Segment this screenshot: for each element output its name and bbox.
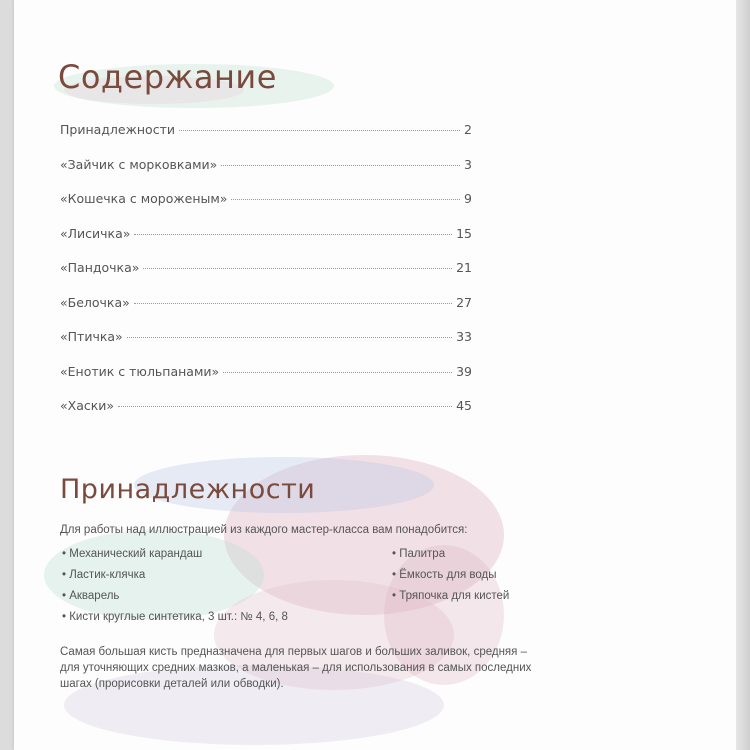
toc-entry-title: Принадлежности xyxy=(60,122,175,137)
supplies-intro: Для работы над иллюстрацией из каждого мастер-класса вам понадобится: xyxy=(60,524,468,536)
toc-entry-title: «Белочка» xyxy=(60,294,130,310)
toc-entry-page: 21 xyxy=(456,260,472,275)
supply-item: • Кисти круглые синтетика, 3 шт.: № 4, 6, 8 xyxy=(62,611,288,632)
leader-dots xyxy=(179,130,460,131)
leader-dots xyxy=(223,372,452,373)
toc-entry-title: «Хаски» xyxy=(60,398,115,413)
supply-item: • Ёмкость для воды xyxy=(392,569,509,590)
toc-title: Содержание xyxy=(58,58,277,96)
toc-entry[interactable] xyxy=(60,329,472,364)
supplies-list-left xyxy=(62,548,288,632)
toc-entry[interactable] xyxy=(60,295,472,330)
toc-entry-title: «Птичка» xyxy=(60,329,123,344)
toc-entry-page: 33 xyxy=(456,329,472,344)
supplies-title: Принадлежности xyxy=(60,474,316,505)
supply-item: • Палитра xyxy=(392,548,509,569)
supply-item: • Механический карандаш xyxy=(62,548,288,569)
toc-entry-title: «Лисичка» xyxy=(60,225,131,241)
brush-usage-paragraph: Самая большая кисть предназначена для первых шагов и больших заливок, средняя – для уточняющих средних мазков, а маленькая – для использования в самых последних шагах (прорисовки деталей или обводки). xyxy=(60,646,532,690)
leader-dots xyxy=(231,199,460,200)
toc-entry-page: 2 xyxy=(464,122,472,137)
toc-entry-page: 15 xyxy=(456,225,472,241)
toc-entry[interactable] xyxy=(60,364,472,399)
toc-list xyxy=(60,122,472,433)
toc-entry[interactable] xyxy=(60,157,472,192)
page-edge xyxy=(736,0,750,750)
toc-entry-title: «Зайчик с морковками» xyxy=(60,156,218,172)
toc-entry[interactable] xyxy=(60,398,472,433)
toc-entry-page: 27 xyxy=(456,294,472,310)
toc-entry-page: 9 xyxy=(464,191,472,206)
toc-entry-title: «Енотик с тюльпанами» xyxy=(60,363,220,379)
toc-entry-page: 45 xyxy=(456,398,472,413)
toc-entry[interactable] xyxy=(60,260,472,295)
toc-entry[interactable] xyxy=(60,122,472,157)
supply-item: • Ластик-клячка xyxy=(62,569,288,590)
supply-item: • Тряпочка для кистей xyxy=(392,590,509,611)
leader-dots xyxy=(134,303,452,304)
toc-entry-page: 39 xyxy=(456,363,472,379)
supplies-list-right xyxy=(392,548,509,611)
toc-entry[interactable] xyxy=(60,191,472,226)
leader-dots xyxy=(127,337,452,338)
leader-dots xyxy=(143,268,452,269)
toc-entry-title: «Пандочка» xyxy=(60,260,140,275)
leader-dots xyxy=(134,234,452,235)
book-page xyxy=(14,0,736,750)
toc-entry-page: 3 xyxy=(464,156,472,172)
leader-dots xyxy=(221,165,460,166)
leader-dots xyxy=(118,406,452,407)
toc-entry[interactable] xyxy=(60,226,472,261)
toc-entry-title: «Кошечка с мороженым» xyxy=(60,191,228,206)
supply-item: • Акварель xyxy=(62,590,288,611)
